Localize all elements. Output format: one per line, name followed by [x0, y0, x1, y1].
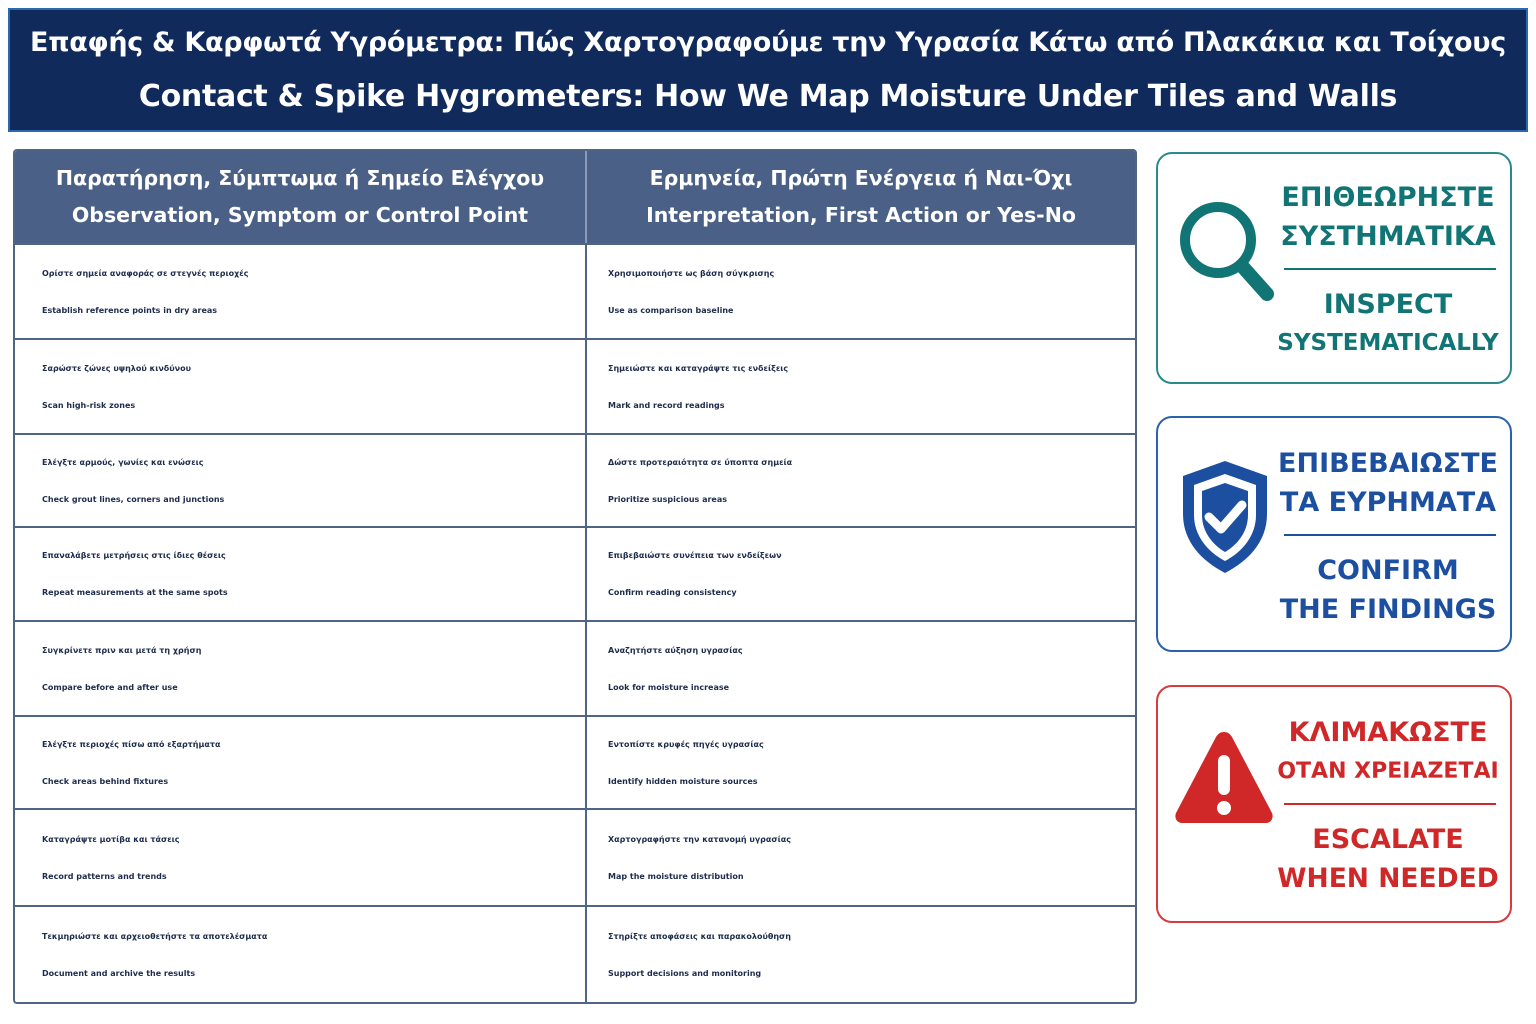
observation-greek: Συγκρίνετε πριν και μετά τη χρήση: [42, 645, 202, 655]
interpretation-english: Prioritize suspicious areas: [608, 494, 728, 504]
observation-cell: [15, 907, 587, 1002]
header-observation-english: Observation, Symptom or Control Point: [71, 203, 529, 227]
observation-cell: [15, 622, 587, 715]
shield-check-icon: [1178, 458, 1272, 576]
escalate-english-line-2: WHEN NEEDED: [1277, 863, 1499, 894]
observation-greek: Ελέγξτε περιοχές πίσω από εξαρτήματα: [42, 739, 221, 749]
table-row: [15, 338, 1135, 433]
observation-greek: Τεκμηριώστε και αρχειοθετήστε τα αποτελέσματα: [42, 931, 268, 941]
escalate-card: [1156, 685, 1512, 923]
table-row: [15, 808, 1135, 905]
observation-cell: [15, 810, 587, 905]
interpretation-greek: Στηρίξτε αποφάσεις και παρακολούθηση: [608, 931, 791, 941]
interpretation-greek: Αναζητήστε αύξηση υγρασίας: [608, 645, 743, 655]
header-interpretation-greek: Ερμηνεία, Πρώτη Ενέργεια ή Ναι-Όχι: [649, 166, 1073, 190]
interpretation-cell: [587, 717, 1135, 808]
observation-english: Check areas behind fixtures: [42, 776, 169, 786]
observation-english: Establish reference points in dry areas: [42, 305, 218, 315]
header-observation: [15, 151, 587, 243]
interpretation-greek: Δώστε προτεραιότητα σε ύποπτα σημεία: [608, 457, 793, 467]
title-english: Contact & Spike Hygrometers: How We Map Moisture Under Tiles and Walls: [138, 79, 1398, 114]
interpretation-english: Map the moisture distribution: [608, 871, 744, 881]
interpretation-cell: [587, 528, 1135, 620]
escalate-card-text: [1276, 713, 1500, 898]
table-row: [15, 620, 1135, 715]
observation-greek: Σαρώστε ζώνες υψηλού κινδύνου: [42, 363, 192, 373]
confirm-greek-line-2: ΤΑ ΕΥΡΗΜΑΤΑ: [1279, 487, 1497, 518]
title-greek: Επαφής & Καρφωτά Υγρόμετρα: Πώς Χαρτογραφούμε την Υγρασία Κάτω από Πλακάκια και Τοίχους: [30, 27, 1506, 58]
table-row: [15, 715, 1135, 808]
header-observation-greek: Παρατήρηση, Σύμπτωμα ή Σημείο Ελέγχου: [55, 166, 545, 190]
observation-cell: [15, 717, 587, 808]
warning-icon: [1172, 727, 1276, 827]
magnifier-icon: [1176, 198, 1276, 308]
confirm-divider: [1284, 534, 1496, 536]
table-row: [15, 243, 1135, 338]
interpretation-cell: [587, 622, 1135, 715]
observation-greek: Καταγράψτε μοτίβα και τάσεις: [42, 834, 180, 844]
observation-cell: [15, 528, 587, 620]
header-interpretation-english: Interpretation, First Action or Yes-No: [646, 203, 1076, 227]
inspect-card-text: [1276, 178, 1500, 363]
observation-cell: [15, 435, 587, 526]
interpretation-greek: Χρησιμοποιήστε ως βάση σύγκρισης: [608, 268, 775, 278]
title-banner: [8, 8, 1528, 132]
observation-english: Compare before and after use: [42, 682, 178, 692]
interpretation-english: Confirm reading consistency: [608, 588, 737, 597]
confirm-card: [1156, 416, 1512, 652]
escalate-greek-line-1: ΚΛΙΜΑΚΩΣΤΕ: [1288, 717, 1488, 748]
inspect-english-line-1: INSPECT: [1323, 289, 1453, 320]
observation-cell: [15, 245, 587, 338]
inspect-card: [1156, 152, 1512, 384]
confirm-english-line-2: THE FINDINGS: [1279, 594, 1497, 625]
observation-english: Document and archive the results: [42, 968, 196, 978]
table-row: [15, 526, 1135, 620]
interpretation-greek: Σημειώστε και καταγράψτε τις ενδείξεις: [608, 363, 789, 373]
observation-english: Record patterns and trends: [42, 871, 167, 881]
inspect-divider: [1284, 268, 1496, 270]
table-row: [15, 433, 1135, 526]
observation-english: Scan high-risk zones: [42, 400, 136, 410]
escalate-greek-line-2: ΟΤΑΝ ΧΡΕΙΑΖΕΤΑΙ: [1277, 759, 1499, 784]
escalate-english-line-1: ESCALATE: [1312, 824, 1464, 855]
observation-english: Check grout lines, corners and junctions: [42, 494, 225, 504]
header-interpretation: [587, 151, 1135, 243]
confirm-card-text: [1276, 444, 1500, 629]
interpretation-greek: Χαρτογραφήστε την κατανομή υγρασίας: [608, 834, 791, 844]
confirm-english-line-1: CONFIRM: [1317, 555, 1459, 586]
interpretation-english: Look for moisture increase: [608, 682, 730, 692]
interpretation-cell: [587, 245, 1135, 338]
inspect-english-line-2: SYSTEMATICALLY: [1277, 330, 1499, 356]
inspect-greek-line-2: ΣΥΣΤΗΜΑΤΙΚΑ: [1280, 221, 1496, 252]
table-row: [15, 905, 1135, 1002]
observation-english: Repeat measurements at the same spots: [42, 588, 228, 597]
interpretation-english: Identify hidden moisture sources: [608, 776, 758, 786]
observation-cell: [15, 340, 587, 433]
observation-greek: Ορίστε σημεία αναφοράς σε στεγνές περιοχές: [42, 268, 249, 278]
observation-greek: Επαναλάβετε μετρήσεις στις ίδιες θέσεις: [42, 551, 226, 560]
interpretation-greek: Επιβεβαιώστε συνέπεια των ενδείξεων: [608, 551, 782, 560]
observation-greek: Ελέγξτε αρμούς, γωνίες και ενώσεις: [42, 457, 204, 467]
escalate-divider: [1284, 803, 1496, 805]
confirm-greek-line-1: ΕΠΙΒΕΒΑΙΩΣΤΕ: [1278, 448, 1498, 479]
interpretation-cell: [587, 435, 1135, 526]
interpretation-english: Use as comparison baseline: [608, 305, 734, 315]
interpretation-cell: [587, 907, 1135, 1002]
guidance-table: [13, 149, 1137, 1004]
interpretation-cell: [587, 340, 1135, 433]
interpretation-greek: Εντοπίστε κρυφές πηγές υγρασίας: [608, 739, 764, 749]
inspect-greek-line-1: ΕΠΙΘΕΩΡΗΣΤΕ: [1281, 182, 1495, 213]
interpretation-cell: [587, 810, 1135, 905]
table-header: [15, 151, 1135, 243]
interpretation-english: Support decisions and monitoring: [608, 968, 762, 978]
interpretation-english: Mark and record readings: [608, 400, 725, 410]
